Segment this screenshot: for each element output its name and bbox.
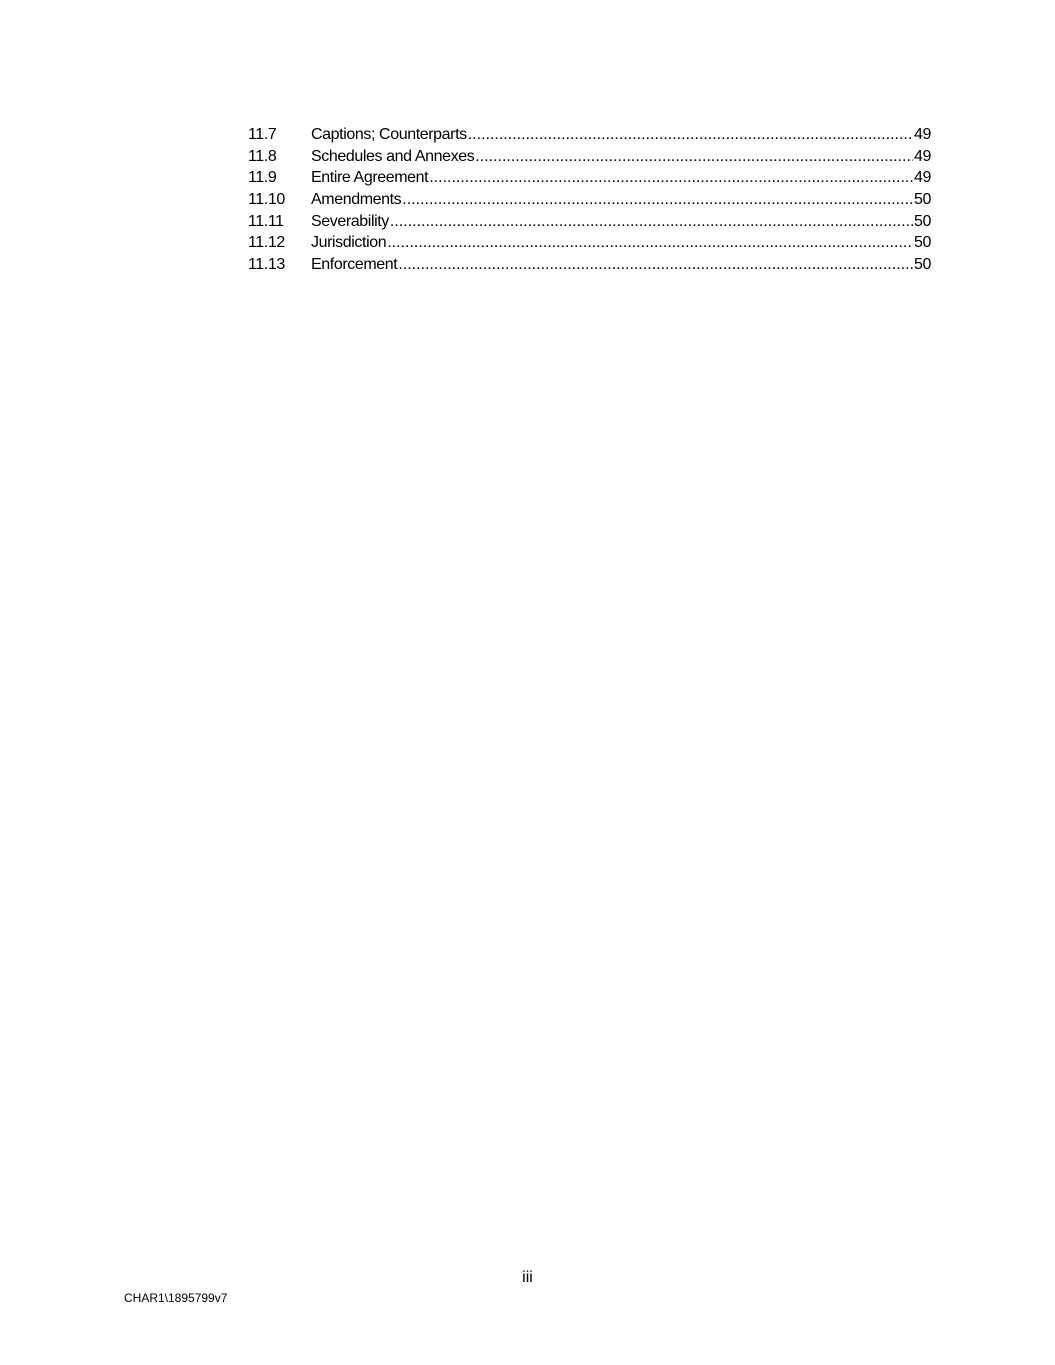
toc-entry-page: 50 <box>914 256 931 274</box>
toc-entry[interactable] <box>248 254 931 276</box>
document-id: CHAR1\1895799v7 <box>124 1291 228 1305</box>
toc-entry-title: Schedules and Annexes <box>311 147 475 165</box>
toc-entry-number: 11.9 <box>248 169 277 187</box>
toc-entry-page: 49 <box>914 126 931 143</box>
table-of-contents <box>248 124 931 276</box>
toc-entry-title: Amendments <box>311 191 402 209</box>
toc-entry[interactable] <box>248 232 931 254</box>
toc-entry[interactable] <box>248 146 931 168</box>
toc-dot-leader <box>468 124 913 146</box>
toc-entry-number: 11.11 <box>248 212 284 230</box>
page-number: iii <box>522 1269 533 1286</box>
toc-entry[interactable] <box>248 189 931 211</box>
toc-entry-title: Captions; Counterparts <box>311 126 467 143</box>
toc-entry-number: 11.12 <box>248 234 285 252</box>
toc-entry-page: 50 <box>914 191 931 209</box>
toc-dot-leader <box>402 189 913 211</box>
toc-entry[interactable] <box>248 167 931 189</box>
toc-dot-leader <box>387 232 913 254</box>
toc-entry-number: 11.13 <box>248 256 285 274</box>
toc-entry-title: Jurisdiction <box>311 234 387 252</box>
toc-entry-title: Enforcement <box>311 256 398 274</box>
toc-entry-page: 49 <box>914 147 931 165</box>
toc-entry-page: 49 <box>914 169 931 187</box>
toc-dot-leader <box>390 211 913 233</box>
toc-entry[interactable] <box>248 211 931 233</box>
toc-entry[interactable] <box>248 124 931 146</box>
toc-dot-leader <box>475 146 913 168</box>
toc-dot-leader <box>429 167 913 189</box>
toc-entry-title: Severability <box>311 212 389 230</box>
toc-dot-leader <box>398 254 913 276</box>
toc-entry-page: 50 <box>914 212 931 230</box>
toc-entry-title: Entire Agreement <box>311 169 429 187</box>
toc-entry-number: 11.10 <box>248 191 285 209</box>
toc-entry-number: 11.7 <box>248 126 277 143</box>
toc-entry-number: 11.8 <box>248 147 277 165</box>
toc-entry-page: 50 <box>914 234 931 252</box>
